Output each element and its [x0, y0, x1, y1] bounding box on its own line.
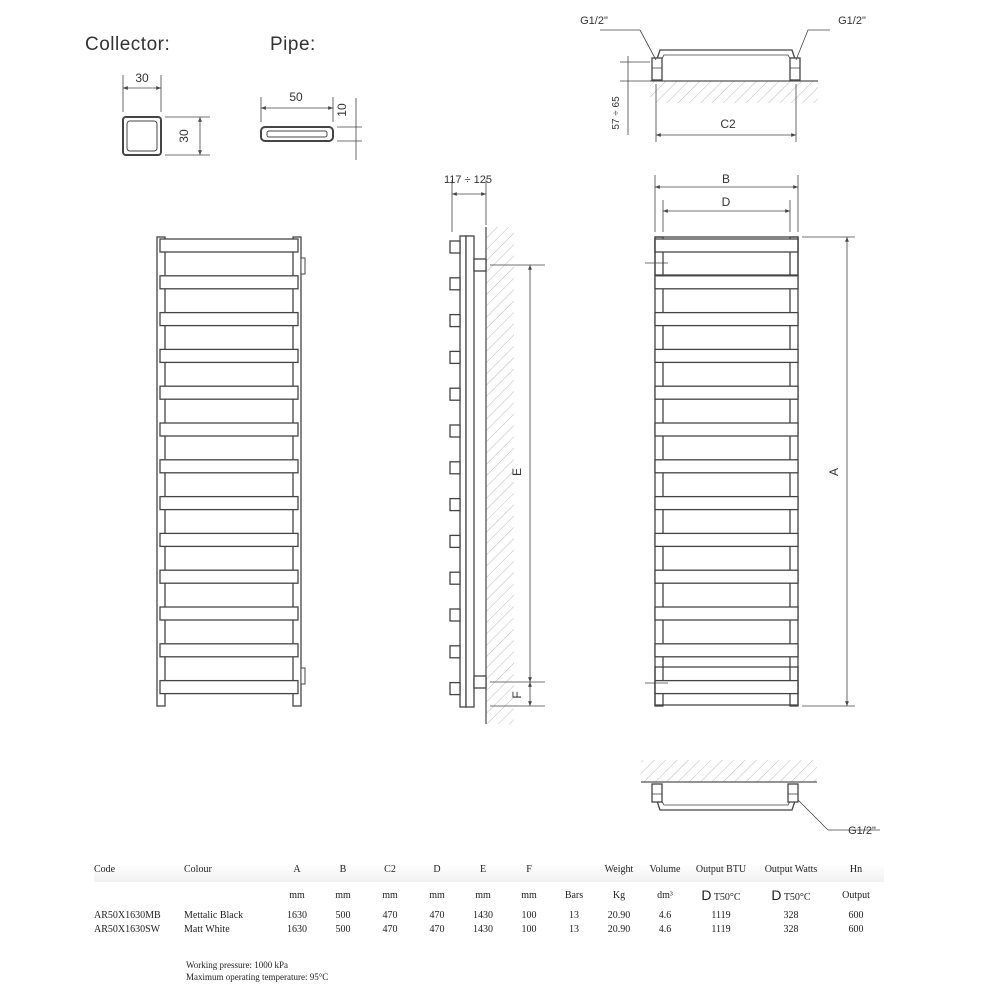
table-cell: 20.90 [607, 923, 631, 935]
rear-bar [655, 276, 798, 289]
table-header-cell: Colour [184, 864, 274, 882]
table-cell: 100 [521, 923, 537, 935]
offset-label: 57 ÷ 65 [611, 96, 622, 130]
front-bar [160, 386, 298, 399]
table-cell: 4.6 [658, 909, 672, 921]
pressure-note: Working pressure: 1000 kPa [186, 960, 289, 970]
front-bar [160, 239, 298, 252]
table-row [94, 922, 884, 936]
front-bar [160, 497, 298, 510]
front-bar [160, 533, 298, 546]
table-unit-cell: Output [842, 889, 870, 901]
table-unit-cell [754, 882, 828, 908]
conn-left-label: G1/2" [580, 15, 608, 27]
table-header-cell: B [320, 864, 366, 882]
side-elevation [450, 236, 486, 707]
dim-b-label: B [721, 172, 731, 186]
dim-f-label: F [510, 691, 524, 699]
rear-dimensions [655, 175, 855, 706]
front-bar [160, 460, 298, 473]
table-unit-cell: mm [475, 889, 491, 901]
table-cell: 1119 [711, 909, 731, 921]
side-bar-end [450, 609, 460, 621]
rear-bar [655, 644, 798, 657]
table-cell: 13 [569, 923, 579, 935]
dim-e-label: E [510, 467, 524, 477]
pipe-heading: Pipe: [270, 34, 316, 55]
table-unit-cell: mm [335, 889, 351, 901]
front-bar [160, 607, 298, 620]
side-bar-end [450, 278, 460, 290]
table-cell: 328 [783, 909, 799, 921]
table-cell: Mettalic Black [184, 909, 244, 921]
table-header-cell: Output BTU [688, 864, 754, 882]
side-bar-end [450, 572, 460, 584]
table-header-cell: A [274, 864, 320, 882]
table-unit-cell: mm [289, 889, 305, 901]
table-unit-cell: Kg [612, 889, 626, 901]
side-bar-end [450, 425, 460, 437]
front-bar [160, 276, 298, 289]
table-header-cell: Hn [828, 864, 884, 882]
side-bar-end [450, 462, 460, 474]
table-header-cell: Code [94, 864, 184, 882]
rear-bar [655, 423, 798, 436]
dim-d-label: D [721, 195, 731, 209]
table-header-cell: E [460, 864, 506, 882]
table-units-row [94, 882, 884, 908]
rear-bar [655, 681, 798, 694]
table-header-cell [552, 864, 596, 882]
table-cell: 600 [848, 923, 864, 935]
table-unit-cell: mm [382, 889, 398, 901]
table-unit-cell [94, 882, 184, 908]
rear-bar [655, 570, 798, 583]
rear-bar [655, 607, 798, 620]
front-bar [160, 570, 298, 583]
rear-bar [655, 386, 798, 399]
table-unit-cell: Bars [564, 889, 584, 901]
table-cell: 470 [382, 923, 398, 935]
table-cell: 1119 [711, 923, 731, 935]
dim-c2-label: C2 [720, 117, 736, 131]
table-cell: 100 [521, 909, 537, 921]
table-unit-cell: mm [521, 889, 537, 901]
collector-height-label: 30 [177, 129, 191, 143]
table-cell: 470 [429, 909, 445, 921]
temperature-note: Maximum operating temperature: 95°C [186, 972, 329, 982]
table-cell: AR50X1630MB [94, 909, 161, 921]
rear-bar [655, 460, 798, 473]
table-header-cell: Output Watts [754, 864, 828, 882]
side-bar-end [450, 535, 460, 547]
delta-symbol: D [701, 887, 712, 903]
side-bar-end [450, 499, 460, 511]
table-row [94, 908, 884, 922]
table-cell: 500 [335, 923, 351, 935]
table-unit-cell [184, 882, 274, 908]
delta-symbol: D [771, 887, 782, 903]
table-header-cell: F [506, 864, 552, 882]
collector-heading: Collector: [85, 34, 171, 55]
dim-a-label: A [827, 467, 841, 477]
front-bar [160, 349, 298, 362]
table-cell: 470 [382, 909, 398, 921]
rear-bar [655, 349, 798, 362]
table-header-cell: Volume [642, 864, 688, 882]
front-bar [160, 644, 298, 657]
conn-right-label: G1/2" [838, 15, 866, 27]
bottom-view [652, 784, 880, 830]
table-cell: 500 [335, 909, 351, 921]
side-bar-end [450, 388, 460, 400]
rear-bar [655, 533, 798, 546]
notes [186, 959, 328, 983]
table-cell: 4.6 [658, 923, 672, 935]
front-bar [160, 313, 298, 326]
table-cell: 328 [783, 923, 799, 935]
table-cell: 470 [429, 923, 445, 935]
side-bar-end [450, 241, 460, 253]
bottom-conn-label: G1/2" [848, 825, 876, 837]
delta-temp-label: T50°C [713, 892, 741, 903]
table-cell: 1430 [473, 923, 493, 935]
table-cell: 13 [569, 909, 579, 921]
side-bar-end [450, 351, 460, 363]
table-header-cell: C2 [366, 864, 414, 882]
front-bar [160, 681, 298, 694]
pipe-height-label: 10 [335, 103, 349, 117]
table-cell: Matt White [184, 923, 230, 935]
collector-width-label: 30 [135, 71, 149, 85]
table-cell: AR50X1630SW [94, 923, 161, 935]
side-depth-label: 117 ÷ 125 [443, 174, 493, 186]
table-cell: 1630 [287, 909, 307, 921]
front-elevation [157, 237, 305, 706]
side-bar-end [450, 315, 460, 327]
rear-bar [655, 239, 798, 252]
table-cell: 600 [848, 909, 864, 921]
top-view [652, 50, 800, 80]
table-cell: 20.90 [607, 909, 631, 921]
side-bar-end [450, 646, 460, 658]
side-bar-end [450, 683, 460, 695]
pipe-width-label: 50 [289, 90, 303, 104]
spec-table [94, 864, 884, 936]
table-unit-cell [688, 882, 754, 908]
table-cell: 1430 [473, 909, 493, 921]
table-header-row [94, 864, 884, 882]
rear-bar [655, 313, 798, 326]
collector-section [123, 75, 210, 155]
table-cell: 1630 [287, 923, 307, 935]
table-header-cell: D [414, 864, 460, 882]
front-bar [160, 423, 298, 436]
table-unit-cell: mm [429, 889, 445, 901]
delta-temp-label: T50°C [783, 892, 811, 903]
rear-elevation [645, 237, 798, 706]
table-unit-cell: dm³ [657, 889, 673, 901]
rear-bar [655, 497, 798, 510]
table-header-cell: Weight [596, 864, 642, 882]
